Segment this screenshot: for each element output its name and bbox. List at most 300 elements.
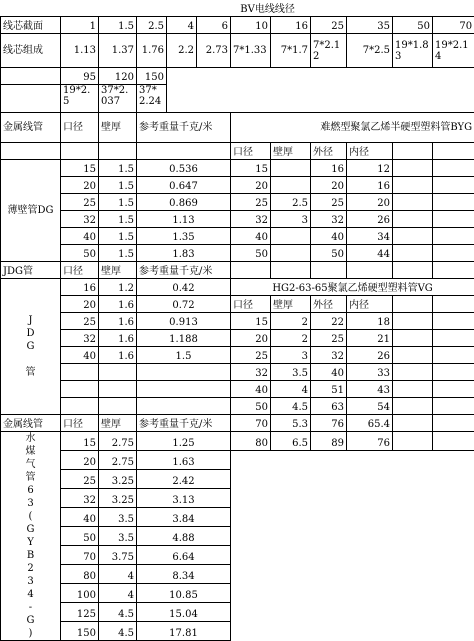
bv-blank bbox=[347, 85, 393, 113]
vertical-label-char: 气 bbox=[3, 458, 58, 471]
bv-composition-value: 19*1.83 bbox=[393, 34, 433, 68]
jdg-wall-value: 1.6 bbox=[99, 313, 137, 330]
jdg-weight-value: 1.5 bbox=[137, 347, 231, 364]
jdg-dia-value: 32 bbox=[61, 330, 99, 347]
sm-dia-value: 20 bbox=[61, 451, 99, 470]
dg-weight-value: 0.647 bbox=[137, 177, 231, 194]
byg-inner-value: 44 bbox=[347, 245, 393, 262]
vg-col-wall: 壁厚 bbox=[271, 296, 311, 313]
dg-weight-value: 1.35 bbox=[137, 228, 231, 245]
byg-outer-value: 32 bbox=[311, 211, 347, 228]
bv-blank bbox=[311, 85, 347, 113]
table-row bbox=[1, 347, 474, 364]
vg-dia-value: 32 bbox=[231, 364, 271, 381]
sm-wall-value: 4 bbox=[99, 565, 137, 584]
byg-blank bbox=[393, 177, 433, 194]
table-row bbox=[1, 17, 474, 34]
byg-blank bbox=[231, 262, 271, 279]
blank-cell bbox=[393, 546, 433, 565]
jdg-weight-value: 0.913 bbox=[137, 313, 231, 330]
bv-section-value: 70 bbox=[433, 17, 474, 34]
table-row bbox=[1, 584, 474, 603]
dg-col-dia: 口径 bbox=[61, 113, 99, 143]
table-row bbox=[1, 262, 474, 279]
bv-row2-label: 线芯组成 bbox=[1, 34, 61, 68]
bv-composition-value: 7*2.5 bbox=[347, 34, 393, 68]
dg-wall-value: 1.5 bbox=[99, 194, 137, 211]
vg-blank bbox=[393, 313, 433, 330]
bv-blank bbox=[311, 68, 347, 85]
jdg-col-dia: 口径 bbox=[61, 262, 99, 279]
blank-cell bbox=[433, 565, 474, 584]
sm-dia-value: 32 bbox=[61, 489, 99, 508]
sm-col-wall: 壁厚 bbox=[99, 415, 137, 432]
table-row bbox=[1, 546, 474, 565]
vg-outer-value: 22 bbox=[311, 313, 347, 330]
byg-dia-value: 50 bbox=[231, 245, 271, 262]
blank-cell bbox=[231, 451, 271, 470]
dg-dia-value: 32 bbox=[61, 211, 99, 228]
vg-dia-value: 50 bbox=[231, 398, 271, 415]
sm-wall-value: 2.75 bbox=[99, 432, 137, 451]
byg-col-dia: 口径 bbox=[231, 143, 271, 160]
bv-blank bbox=[231, 85, 271, 113]
table-row bbox=[1, 313, 474, 330]
blank-cell bbox=[271, 489, 311, 508]
vg-blank bbox=[393, 296, 433, 313]
vg-blank bbox=[393, 347, 433, 364]
bv-blank bbox=[393, 85, 433, 113]
byg-blank bbox=[433, 177, 474, 194]
jdg-col-weight: 参考重量千克/米 bbox=[137, 262, 231, 279]
vertical-label-char: J bbox=[3, 314, 58, 327]
bv-blank bbox=[167, 68, 197, 85]
jdg-wall-value: 1.6 bbox=[99, 296, 137, 313]
vg-col-dia: 口径 bbox=[231, 296, 271, 313]
bv-composition-value: 2.73 bbox=[197, 34, 231, 68]
dg-blank bbox=[1, 143, 61, 160]
bv-section-value: 150 bbox=[137, 68, 167, 85]
blank-cell bbox=[393, 584, 433, 603]
bv-blank bbox=[433, 68, 474, 85]
blank-cell bbox=[311, 489, 347, 508]
blank-cell bbox=[433, 546, 474, 565]
sm-col-dia: 口径 bbox=[61, 415, 99, 432]
table-row bbox=[1, 364, 474, 381]
blank-cell bbox=[311, 470, 347, 489]
bv-section-value: 10 bbox=[231, 17, 271, 34]
vg-dia-value: 40 bbox=[231, 381, 271, 398]
bv-section-value: 1.5 bbox=[99, 17, 137, 34]
blank-cell bbox=[433, 622, 474, 641]
dg-weight-value: 0.536 bbox=[137, 160, 231, 177]
byg-col-outer: 外径 bbox=[311, 143, 347, 160]
table-row bbox=[1, 381, 474, 398]
table-row bbox=[1, 228, 474, 245]
blank-cell bbox=[393, 603, 433, 622]
vg-inner-value: 18 bbox=[347, 313, 393, 330]
jdg-wall-value: 1.6 bbox=[99, 347, 137, 364]
sm-weight-value: 15.04 bbox=[137, 603, 231, 622]
blank-cell bbox=[347, 622, 393, 641]
bv-blank bbox=[1, 85, 61, 113]
vg-inner-value: 65.4 bbox=[347, 415, 393, 432]
table-row bbox=[1, 113, 474, 143]
vg-outer-value: 32 bbox=[311, 347, 347, 364]
bv-composition-value: 19*2.14 bbox=[433, 34, 474, 68]
dg-weight-value: 0.869 bbox=[137, 194, 231, 211]
vg-wall-value: 2 bbox=[271, 330, 311, 347]
vg-blank bbox=[433, 381, 474, 398]
table-body bbox=[1, 0, 474, 641]
jdg-col-wall: 壁厚 bbox=[99, 262, 137, 279]
bv-row1-label: 线芯截面 bbox=[1, 17, 61, 34]
dg-dia-value: 40 bbox=[61, 228, 99, 245]
blank-cell bbox=[393, 451, 433, 470]
jdg-dia-value: 16 bbox=[61, 279, 99, 296]
jdg-blank bbox=[99, 398, 137, 415]
blank-cell bbox=[231, 565, 271, 584]
dg-weight-value: 1.83 bbox=[137, 245, 231, 262]
jdg-blank bbox=[137, 364, 231, 381]
table-row bbox=[1, 432, 474, 451]
blank-cell bbox=[433, 451, 474, 470]
dg-dia-value: 15 bbox=[61, 160, 99, 177]
byg-outer-value: 16 bbox=[311, 160, 347, 177]
vg-blank bbox=[393, 398, 433, 415]
byg-blank bbox=[433, 194, 474, 211]
table-row bbox=[1, 330, 474, 347]
jdg-vertical-label bbox=[1, 279, 61, 415]
blank-cell bbox=[347, 565, 393, 584]
blank-cell bbox=[231, 546, 271, 565]
vg-inner-value: 54 bbox=[347, 398, 393, 415]
byg-outer-value: 50 bbox=[311, 245, 347, 262]
vertical-label-char: G bbox=[3, 340, 58, 353]
byg-blank bbox=[347, 262, 393, 279]
vg-wall-value: 4.5 bbox=[271, 398, 311, 415]
bv-composition-value: 1.76 bbox=[137, 34, 167, 68]
blank-cell bbox=[393, 489, 433, 508]
sm-weight-value: 1.25 bbox=[137, 432, 231, 451]
bv-blank bbox=[271, 85, 311, 113]
jdg-dia-value: 20 bbox=[61, 296, 99, 313]
bv-section-value: 6 bbox=[197, 17, 231, 34]
bv-blank bbox=[347, 68, 393, 85]
sm-weight-value: 17.81 bbox=[137, 622, 231, 641]
bv-composition-value: 2.2 bbox=[167, 34, 197, 68]
byg-blank bbox=[393, 228, 433, 245]
sm-vertical-label bbox=[1, 432, 61, 641]
vg-blank bbox=[433, 364, 474, 381]
dg-col-wall: 壁厚 bbox=[99, 113, 137, 143]
vertical-label-char: B bbox=[3, 549, 58, 562]
vg-title: HG2-63-65聚氯乙烯硬型塑料管VG bbox=[231, 279, 474, 296]
bv-composition-value: 37*2.037 bbox=[99, 85, 137, 113]
vertical-label-char: - bbox=[3, 601, 58, 614]
vg-blank bbox=[393, 415, 433, 432]
dg-blank bbox=[137, 143, 231, 160]
byg-dia-value: 25 bbox=[231, 194, 271, 211]
jdg-weight-value: 1.188 bbox=[137, 330, 231, 347]
dg-blank bbox=[61, 143, 99, 160]
table-row bbox=[1, 279, 474, 296]
table-row bbox=[1, 451, 474, 470]
table-row bbox=[1, 245, 474, 262]
blank-cell bbox=[311, 451, 347, 470]
blank-cell bbox=[347, 584, 393, 603]
blank-cell bbox=[311, 603, 347, 622]
sm-dia-value: 100 bbox=[61, 584, 99, 603]
byg-col-wall: 壁厚 bbox=[271, 143, 311, 160]
sm-dia-value: 40 bbox=[61, 508, 99, 527]
vg-blank bbox=[433, 296, 474, 313]
vg-blank bbox=[433, 432, 474, 451]
dg-group-label: 薄壁管DG bbox=[1, 160, 61, 262]
dg-col-type: 金属线管 bbox=[1, 113, 61, 143]
byg-wall-value: 2.5 bbox=[271, 194, 311, 211]
byg-blank bbox=[393, 262, 433, 279]
vertical-label-char: D bbox=[3, 327, 58, 340]
blank-cell bbox=[393, 470, 433, 489]
blank-cell bbox=[271, 584, 311, 603]
sm-wall-value: 3.5 bbox=[99, 508, 137, 527]
bv-section-value: 25 bbox=[311, 17, 347, 34]
bv-section-value: 50 bbox=[393, 17, 433, 34]
blank-cell bbox=[231, 622, 271, 641]
bv-blank bbox=[271, 68, 311, 85]
table-row bbox=[1, 470, 474, 489]
sm-wall-value: 2.75 bbox=[99, 451, 137, 470]
vg-blank bbox=[393, 381, 433, 398]
vg-blank bbox=[433, 398, 474, 415]
dg-wall-value: 1.5 bbox=[99, 211, 137, 228]
byg-outer-value: 40 bbox=[311, 228, 347, 245]
blank-cell bbox=[311, 584, 347, 603]
jdg-blank bbox=[137, 381, 231, 398]
table-row bbox=[1, 508, 474, 527]
bv-section-value: 16 bbox=[271, 17, 311, 34]
sm-wall-value: 3.5 bbox=[99, 527, 137, 546]
sm-weight-value: 6.64 bbox=[137, 546, 231, 565]
blank-cell bbox=[311, 565, 347, 584]
dg-dia-value: 25 bbox=[61, 194, 99, 211]
bv-composition-value: 7*1.33 bbox=[231, 34, 271, 68]
bv-section-value: 120 bbox=[99, 68, 137, 85]
byg-blank bbox=[393, 211, 433, 228]
byg-dia-value: 40 bbox=[231, 228, 271, 245]
vg-inner-value: 33 bbox=[347, 364, 393, 381]
bv-blank bbox=[1, 0, 61, 17]
blank-cell bbox=[393, 565, 433, 584]
blank-cell bbox=[231, 470, 271, 489]
vertical-label-char: ) bbox=[3, 627, 58, 640]
vertical-label-char: Y bbox=[3, 536, 58, 549]
sm-col-weight: 参考重量千克/米 bbox=[137, 415, 231, 432]
blank-cell bbox=[433, 489, 474, 508]
blank-cell bbox=[347, 489, 393, 508]
vertical-label-char: 3 bbox=[3, 497, 58, 510]
sm-dia-value: 15 bbox=[61, 432, 99, 451]
vg-blank bbox=[433, 347, 474, 364]
byg-title: 难燃型聚氯乙烯半硬型塑料管BYG bbox=[231, 113, 474, 143]
bv-blank bbox=[231, 68, 271, 85]
vg-outer-value: 51 bbox=[311, 381, 347, 398]
byg-blank bbox=[393, 245, 433, 262]
table-row bbox=[1, 603, 474, 622]
bv-blank bbox=[197, 85, 231, 113]
sm-dia-value: 25 bbox=[61, 470, 99, 489]
blank-cell bbox=[347, 603, 393, 622]
vg-outer-value: 63 bbox=[311, 398, 347, 415]
bv-section-value: 35 bbox=[347, 17, 393, 34]
jdg-weight-value: 0.72 bbox=[137, 296, 231, 313]
bv-section-value: 1 bbox=[61, 17, 99, 34]
byg-dia-value: 20 bbox=[231, 177, 271, 194]
vg-col-outer: 外径 bbox=[311, 296, 347, 313]
byg-outer-value: 20 bbox=[311, 177, 347, 194]
sm-weight-value: 10.85 bbox=[137, 584, 231, 603]
dg-wall-value: 1.5 bbox=[99, 228, 137, 245]
vg-dia-value: 70 bbox=[231, 415, 271, 432]
dg-blank bbox=[99, 143, 137, 160]
vg-wall-value: 6.5 bbox=[271, 432, 311, 451]
vg-inner-value: 26 bbox=[347, 347, 393, 364]
vg-col-inner: 内径 bbox=[347, 296, 393, 313]
bv-composition-value: 37*2.24 bbox=[137, 85, 167, 113]
vertical-label-char: 6 bbox=[3, 484, 58, 497]
blank-cell bbox=[311, 508, 347, 527]
blank-cell bbox=[393, 622, 433, 641]
sm-wall-value: 3.25 bbox=[99, 489, 137, 508]
blank-cell bbox=[393, 508, 433, 527]
blank-cell bbox=[271, 508, 311, 527]
bv-section-value: 4 bbox=[167, 17, 197, 34]
vg-wall-value: 4 bbox=[271, 381, 311, 398]
sm-dia-value: 80 bbox=[61, 565, 99, 584]
sm-weight-value: 3.84 bbox=[137, 508, 231, 527]
dg-wall-value: 1.5 bbox=[99, 245, 137, 262]
vg-inner-value: 43 bbox=[347, 381, 393, 398]
blank-cell bbox=[347, 546, 393, 565]
byg-wall-value bbox=[271, 160, 311, 177]
vg-blank bbox=[433, 415, 474, 432]
blank-cell bbox=[231, 489, 271, 508]
sm-col-type: 金属线管 bbox=[1, 415, 61, 432]
byg-inner-value: 26 bbox=[347, 211, 393, 228]
vertical-label-char: 3 bbox=[3, 575, 58, 588]
blank-cell bbox=[271, 565, 311, 584]
byg-inner-value: 20 bbox=[347, 194, 393, 211]
jdg-blank bbox=[99, 364, 137, 381]
table-row bbox=[1, 34, 474, 68]
bv-section-value: 95 bbox=[61, 68, 99, 85]
vg-dia-value: 20 bbox=[231, 330, 271, 347]
sm-dia-value: 70 bbox=[61, 546, 99, 565]
vg-inner-value: 21 bbox=[347, 330, 393, 347]
byg-blank bbox=[393, 143, 433, 160]
blank-cell bbox=[231, 584, 271, 603]
vg-outer-value: 89 bbox=[311, 432, 347, 451]
dg-dia-value: 20 bbox=[61, 177, 99, 194]
table-row bbox=[1, 194, 474, 211]
blank-cell bbox=[433, 584, 474, 603]
sm-wall-value: 3.25 bbox=[99, 470, 137, 489]
sm-weight-value: 4.88 bbox=[137, 527, 231, 546]
bv-section-value: 2.5 bbox=[137, 17, 167, 34]
blank-cell bbox=[231, 603, 271, 622]
vertical-label-char: G bbox=[3, 523, 58, 536]
byg-dia-value: 32 bbox=[231, 211, 271, 228]
byg-blank bbox=[433, 245, 474, 262]
blank-cell bbox=[433, 603, 474, 622]
table-row bbox=[1, 296, 474, 313]
sm-weight-value: 2.42 bbox=[137, 470, 231, 489]
sm-dia-value: 50 bbox=[61, 527, 99, 546]
blank-cell bbox=[271, 451, 311, 470]
sm-wall-value: 4.5 bbox=[99, 603, 137, 622]
vertical-label-char: ( bbox=[3, 510, 58, 523]
jdg-dia-value: 40 bbox=[61, 347, 99, 364]
vertical-label-char: G bbox=[3, 614, 58, 627]
blank-cell bbox=[271, 470, 311, 489]
vg-blank bbox=[393, 330, 433, 347]
byg-wall-value bbox=[271, 228, 311, 245]
byg-inner-value: 16 bbox=[347, 177, 393, 194]
table-row bbox=[1, 398, 474, 415]
vg-dia-value: 25 bbox=[231, 347, 271, 364]
bv-composition-value: 7*2.12 bbox=[311, 34, 347, 68]
vertical-label-char: 管 bbox=[3, 366, 58, 379]
byg-blank bbox=[433, 228, 474, 245]
blank-cell bbox=[231, 508, 271, 527]
byg-blank bbox=[271, 262, 311, 279]
sm-wall-value: 4.5 bbox=[99, 622, 137, 641]
dg-wall-value: 1.5 bbox=[99, 160, 137, 177]
vg-outer-value: 40 bbox=[311, 364, 347, 381]
sm-weight-value: 3.13 bbox=[137, 489, 231, 508]
byg-wall-value bbox=[271, 177, 311, 194]
bv-composition-value: 1.37 bbox=[99, 34, 137, 68]
jdg-blank bbox=[61, 381, 99, 398]
vertical-label-char: 2 bbox=[3, 562, 58, 575]
byg-wall-value bbox=[271, 245, 311, 262]
vg-blank bbox=[393, 432, 433, 451]
sm-weight-value: 1.63 bbox=[137, 451, 231, 470]
jdg-blank bbox=[99, 381, 137, 398]
bv-blank bbox=[393, 68, 433, 85]
vg-blank bbox=[433, 313, 474, 330]
vertical-label-char: 4 bbox=[3, 588, 58, 601]
jdg-dia-value: 25 bbox=[61, 313, 99, 330]
vertical-label-char: 水 bbox=[3, 432, 58, 445]
jdg-blank bbox=[137, 398, 231, 415]
table-row bbox=[1, 565, 474, 584]
sm-weight-value: 8.34 bbox=[137, 565, 231, 584]
dg-col-weight: 参考重量千克/米 bbox=[137, 113, 231, 143]
table-row bbox=[1, 622, 474, 641]
blank-cell bbox=[347, 508, 393, 527]
table-row bbox=[1, 68, 474, 85]
table-row bbox=[1, 0, 474, 17]
vg-dia-value: 15 bbox=[231, 313, 271, 330]
vg-wall-value: 5.3 bbox=[271, 415, 311, 432]
vg-inner-value: 76 bbox=[347, 432, 393, 451]
dg-wall-value: 1.5 bbox=[99, 177, 137, 194]
byg-inner-value: 12 bbox=[347, 160, 393, 177]
vg-blank bbox=[433, 330, 474, 347]
byg-blank bbox=[433, 262, 474, 279]
